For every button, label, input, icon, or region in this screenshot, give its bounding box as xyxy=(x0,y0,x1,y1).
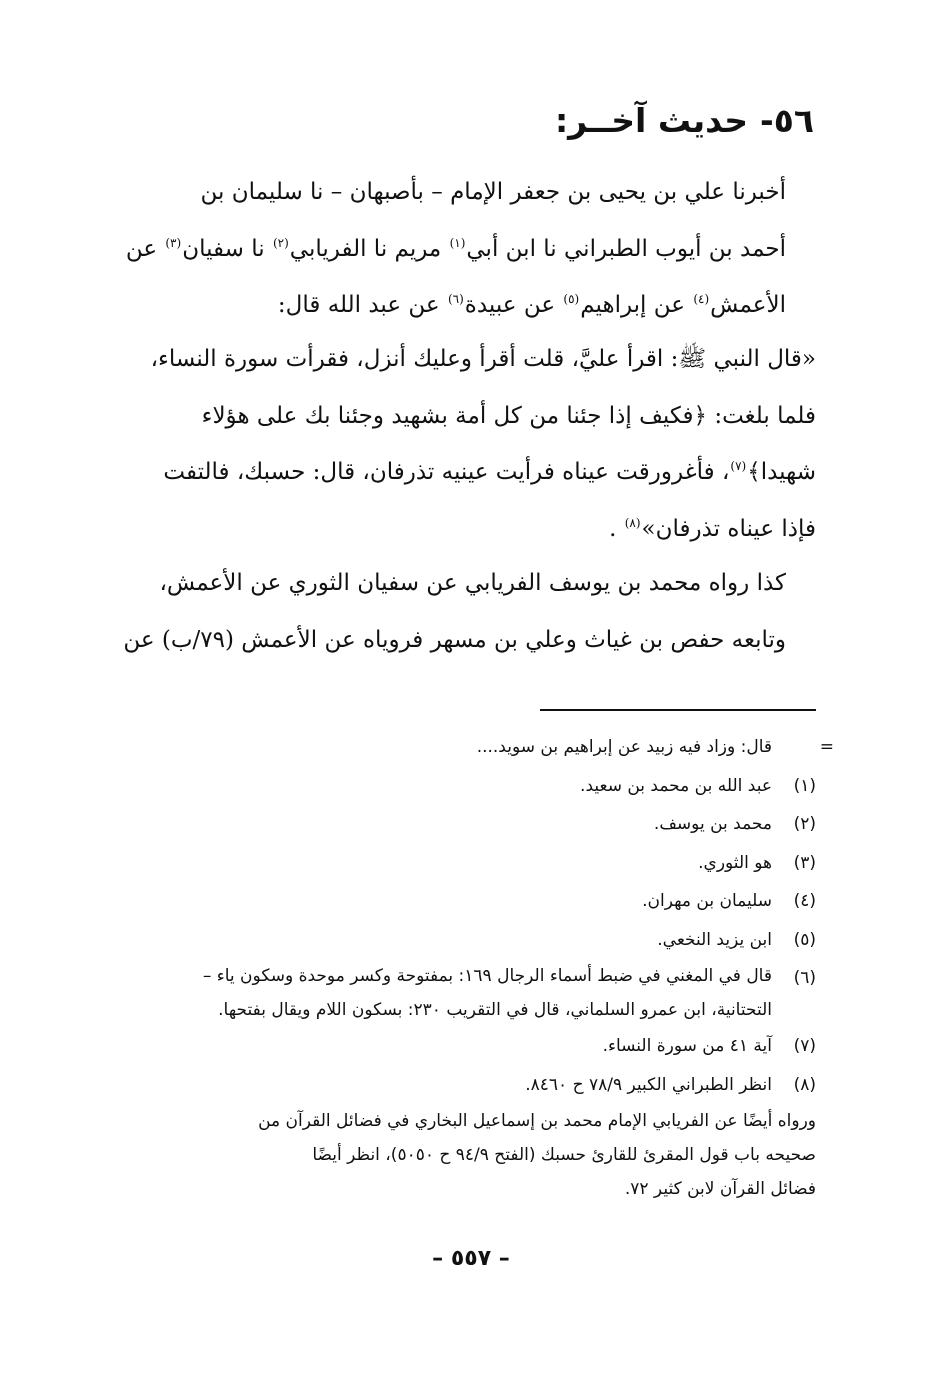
section-heading xyxy=(555,96,814,146)
footnote-ref[interactable]: (٨) xyxy=(624,515,641,530)
text-run: . xyxy=(609,515,624,542)
footnote-item xyxy=(96,805,816,844)
footnote-number: (٨) xyxy=(793,1074,816,1095)
footnote-text: هو الثوري. xyxy=(698,852,772,873)
isnad-paragraph xyxy=(96,164,816,334)
text-run: عن xyxy=(125,235,165,262)
footnote-item xyxy=(96,1066,816,1105)
footnote-item xyxy=(96,921,816,960)
footnote-number: (١) xyxy=(793,775,816,796)
text-run: شهيدا﴾ xyxy=(747,459,816,485)
footnote-text: قال: وزاد فيه زبيد عن إبراهيم بن سويد.... xyxy=(476,737,772,757)
footnote-text: ابن يزيد النخعي. xyxy=(657,929,772,950)
continuation-mark: = xyxy=(819,737,834,757)
footnote-ref[interactable]: (٣) xyxy=(165,235,182,250)
page-number: – ٥٥٧ – xyxy=(432,1246,510,1271)
footnote-extra-line: ورواه أيضًا عن الفريابي الإمام محمد بن إسماعيل البخاري في فضائل القرآن من xyxy=(258,1111,816,1131)
text-run: الأعمش xyxy=(710,292,786,318)
footnote-number: (٧) xyxy=(793,1036,816,1056)
commentary-paragraph xyxy=(96,555,816,668)
footnote-ref[interactable]: (٦) xyxy=(447,292,464,307)
footnote-item xyxy=(96,767,816,806)
text-run: مريم نا الفريابي xyxy=(289,235,449,262)
footnote-ref[interactable]: (٤) xyxy=(693,292,710,307)
text-run: فإذا عيناه تذرفان» xyxy=(641,515,816,542)
text-line: وتابعه حفص بن غياث وعلي بن مسهر فروياه عن الأعمش (٧٩/ب) عن xyxy=(123,626,786,653)
footnotes xyxy=(96,728,834,1206)
footnote-item xyxy=(96,959,816,1027)
text-line xyxy=(96,444,816,501)
footnote-number: (٣) xyxy=(793,852,816,873)
footnote-text: انظر الطبراني الكبير ٧٨/٩ ح ٨٤٦٠. xyxy=(525,1074,772,1095)
footnote-continuation xyxy=(96,728,834,767)
footnote-extra-line: صحيحه باب قول المقرئ للقارئ حسبك (الفتح ٩٤/٩ ح ٥٠٥٠)، انظر أيضًا xyxy=(312,1145,816,1165)
footnote-number: (٤) xyxy=(793,891,816,911)
footnote-item xyxy=(96,844,816,883)
text-line: كذا رواه محمد بن يوسف الفريابي عن سفيان الثوري عن الأعمش، xyxy=(159,570,786,596)
hadith-text-paragraph xyxy=(96,331,816,557)
text-run: عن عبد الله قال: xyxy=(277,292,447,318)
text-run: نا سفيان xyxy=(182,235,272,262)
footnote-number: (٢) xyxy=(793,814,816,834)
text-run: عن إبراهيم xyxy=(580,292,693,318)
footnote-extra-line: فضائل القرآن لابن كثير ٧٢. xyxy=(624,1179,816,1199)
footnote-text: قال في المغني في ضبط أسماء الرجال ١٦٩: بمفتوحة وكسر موحدة وسكون ياء – xyxy=(202,966,772,986)
footnote-number: (٥) xyxy=(793,929,816,950)
footnote-text-continued: التحتانية، ابن عمرو السلماني، قال في التقريب ٢٣٠: بسكون اللام ويقال بفتحها. xyxy=(218,1000,772,1020)
footnote-ref[interactable]: (٧) xyxy=(730,459,747,474)
footnote-ref[interactable]: (٢) xyxy=(272,235,289,250)
text-run: أحمد بن أيوب الطبراني نا ابن أبي xyxy=(466,235,786,262)
text-line: أخبرنا علي بن يحيى بن جعفر الإمام – بأصبهان – نا سليمان بن xyxy=(200,179,786,205)
text-line xyxy=(96,277,816,334)
section-title: حديث آخــر: xyxy=(554,101,748,140)
text-run: عن عبيدة xyxy=(464,292,563,318)
footnote-text: محمد بن يوسف. xyxy=(653,814,772,834)
footnote-item xyxy=(96,1027,816,1066)
text-line xyxy=(96,221,816,278)
footnote-separator xyxy=(540,709,816,711)
text-line: فلما بلغت: ﴿فكيف إذا جئنا من كل أمة بشهيد وجئنا بك على هؤلاء xyxy=(201,402,816,429)
footnote-text: سليمان بن مهران. xyxy=(642,891,772,911)
footnote-text: آية ٤١ من سورة النساء. xyxy=(602,1036,772,1056)
text-run: ، فأغرورقت عيناه فرأيت عينيه تذرفان، قال: حسبك، فالتفت xyxy=(163,459,730,485)
footnote-ref[interactable]: (١) xyxy=(449,235,466,250)
footnote-text: عبد الله بن محمد بن سعيد. xyxy=(580,775,772,796)
footnote-ref[interactable]: (٥) xyxy=(563,292,580,307)
text-line: «قال النبي ﷺ: اقرأ عليَّ، قلت أقرأ وعليك أنزل، فقرأت سورة النساء، xyxy=(150,346,816,372)
text-line xyxy=(96,501,816,558)
footnote-item xyxy=(96,882,816,921)
section-number: ٥٦- xyxy=(760,101,814,140)
footnote-number: (٦) xyxy=(793,968,816,988)
